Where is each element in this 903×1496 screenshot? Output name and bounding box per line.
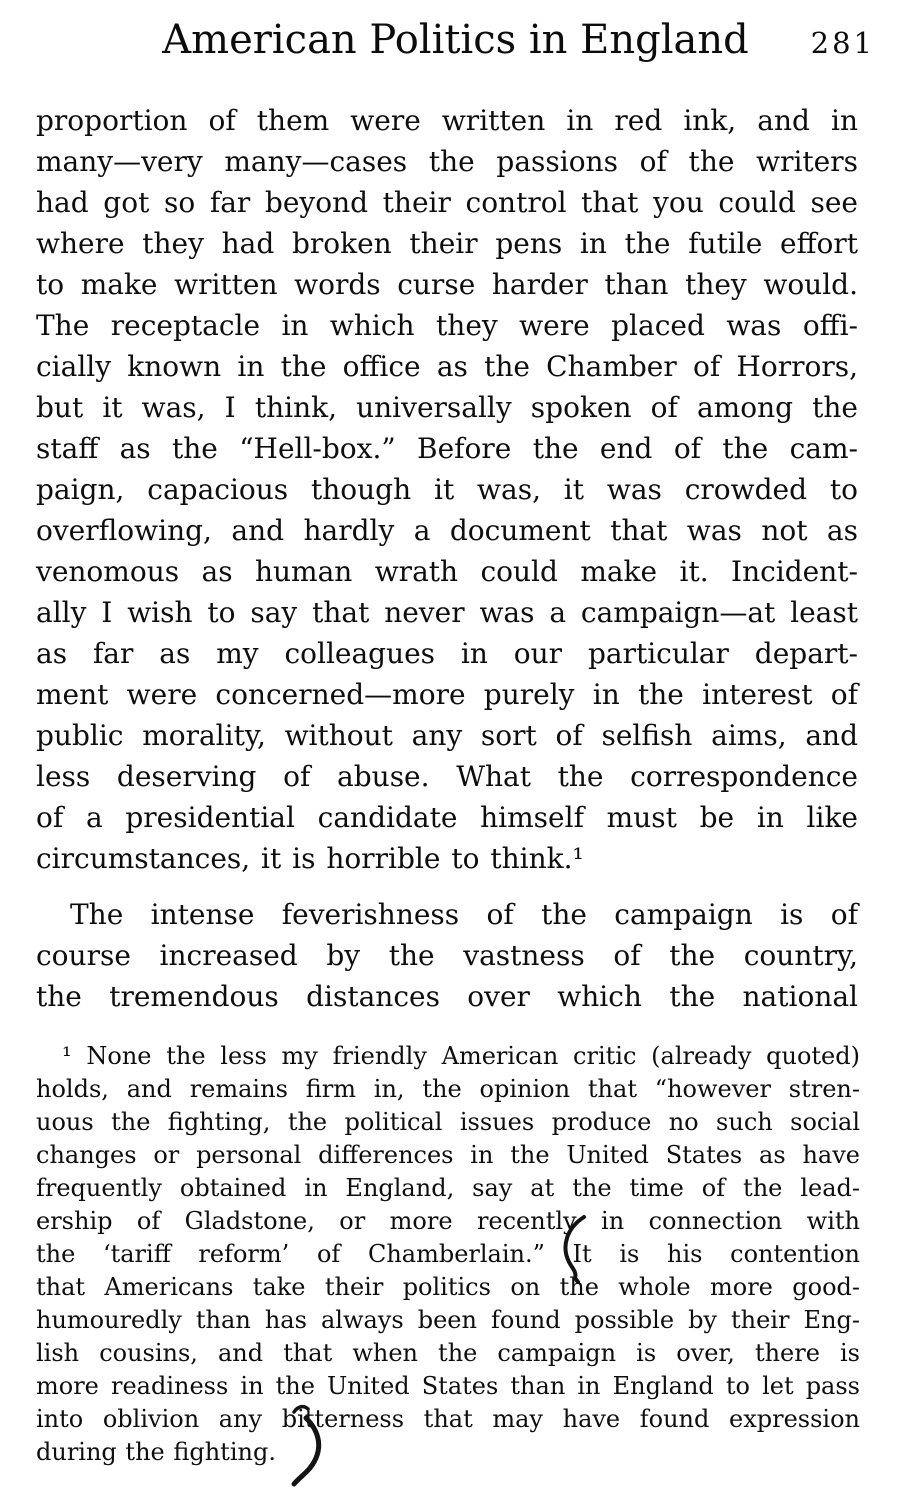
- paragraph-continued: [36, 100, 858, 879]
- text-line: course increased by the vastness of the country,: [36, 939, 858, 972]
- text-line: to make written words curse harder than they would.: [36, 268, 858, 301]
- text-line: uous the fighting, the political issues produce no such social: [36, 1108, 860, 1136]
- text-line: ership of Gladstone, or more recently in connection with: [36, 1207, 860, 1235]
- running-header: [36, 12, 875, 70]
- footnote: [36, 1040, 860, 1469]
- text-line: into oblivion any bitterness that may have found expression: [36, 1405, 860, 1433]
- text-line: holds, and remains firm in, the opinion that “however stren-: [36, 1075, 860, 1103]
- text-line: ally I wish to say that never was a campaign—at least: [36, 596, 858, 629]
- text-line: circumstances, it is horrible to think.¹: [36, 842, 584, 875]
- page-number: 281: [810, 26, 875, 60]
- text-line: as far as my colleagues in our particular depart-: [36, 637, 858, 670]
- text-line: The receptacle in which they were placed was offi-: [36, 309, 858, 342]
- text-line: proportion of them were written in red ink, and in: [36, 104, 858, 137]
- text-line: had got so far beyond their control that you could see: [36, 186, 858, 219]
- text-line: overflowing, and hardly a document that was not as: [36, 514, 858, 547]
- text-line: lish cousins, and that when the campaign is over, there is: [36, 1339, 860, 1367]
- text-line: venomous as human wrath could make it. Incident-: [36, 555, 858, 588]
- text-line: during the fighting.: [36, 1438, 276, 1466]
- text-line: less deserving of abuse. What the correspondence: [36, 760, 858, 793]
- text-line: humouredly than has always been found possible by their Eng-: [36, 1306, 860, 1334]
- page-title: American Politics in England: [162, 17, 749, 63]
- text-line: the ‘tariff reform’ of Chamberlain.” It is his contention: [36, 1240, 860, 1268]
- text-line: of a presidential candidate himself must be in like: [36, 801, 858, 834]
- text-line: ¹ None the less my friendly American critic (already quoted): [62, 1042, 860, 1070]
- text-line: changes or personal differences in the United States as have: [36, 1141, 860, 1169]
- text-line: that Americans take their politics on the whole more good-: [36, 1273, 860, 1301]
- text-line: staff as the “Hell-box.” Before the end of the cam-: [36, 432, 858, 465]
- text-line: where they had broken their pens in the futile effort: [36, 227, 858, 260]
- text-line: ment were concerned—more purely in the interest of: [36, 678, 858, 711]
- text-line: public morality, without any sort of selfish aims, and: [36, 719, 858, 752]
- text-line: many—very many—cases the passions of the writers: [36, 145, 858, 178]
- text-line: the tremendous distances over which the national: [36, 980, 858, 1013]
- page-body: [36, 100, 858, 1017]
- paragraph-second: [36, 894, 858, 1017]
- text-line: frequently obtained in England, say at the time of the lead-: [36, 1174, 860, 1202]
- text-line: but it was, I think, universally spoken of among the: [36, 391, 858, 424]
- text-line: cially known in the office as the Chamber of Horrors,: [36, 350, 858, 383]
- text-line: The intense feverishness of the campaign is of: [70, 898, 858, 931]
- text-line: more readiness in the United States than in England to let pass: [36, 1372, 860, 1400]
- text-line: paign, capacious though it was, it was crowded to: [36, 473, 858, 506]
